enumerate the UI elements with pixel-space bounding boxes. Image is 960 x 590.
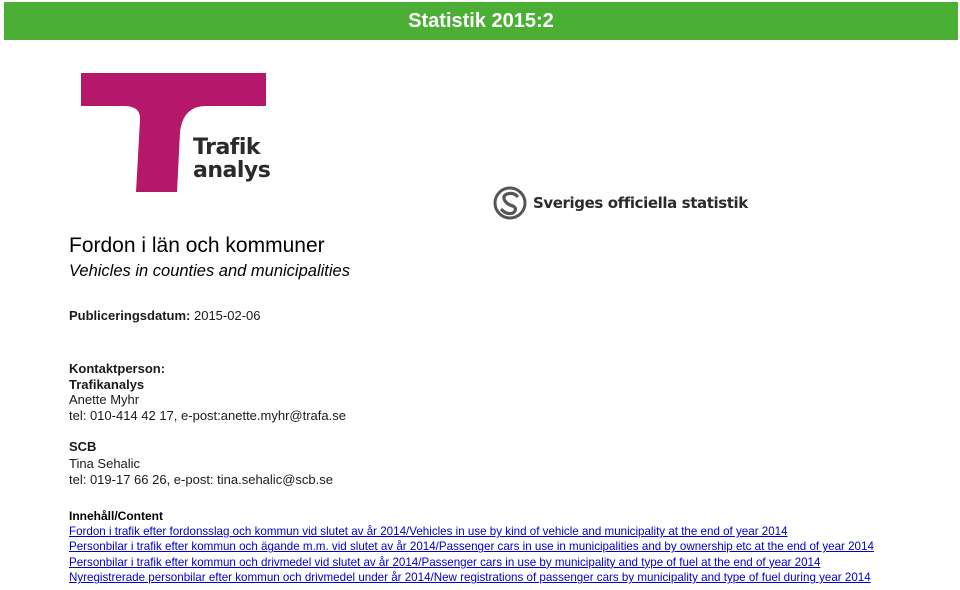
sos-logo [493,186,748,220]
content-link-cars-by-ownership[interactable]: Personbilar i trafik efter kommun och ägande m.m. vid slutet av år 2014/Passenger cars in use in municipalities and by ownership etc at the end of year 2014 [69,540,874,554]
publication-date-value: 2015-02-06 [193,308,261,323]
contact-phone-email: tel: 010-414 42 17, e-post:anette.myhr@trafa.se [69,407,346,423]
scb-contact-phone-email: tel: 019-17 66 26, e-post: tina.sehalic@scb.se [69,472,333,487]
header-banner [4,2,958,40]
page-subtitle: Vehicles in counties and municipalities [69,262,350,280]
content-link-cars-by-fuel[interactable]: Personbilar i trafik efter kommun och drivmedel vid slutet av år 2014/Passenger cars in use by municipality and type of fuel at the end of year 2014 [69,555,821,569]
sos-logo-text: Sveriges officiella statistik [533,194,748,212]
scb-contact-name: Tina Sehalic [69,455,141,471]
contact-label: Kontaktperson: [69,361,166,376]
contact-org: Trafikanalys [69,376,145,392]
publication-date [69,308,260,323]
page-title: Fordon i län och kommuner [69,234,325,257]
publication-date-label: Publiceringsdatum: [69,308,191,323]
contact-name: Anette Myhr [69,392,140,407]
report-series-title: Statistik 2015:2 [408,9,554,32]
scb-contact-block [69,439,333,489]
contact-block [69,361,346,423]
scb-label: SCB [69,439,97,454]
contents-label: Innehåll/Content [69,509,163,523]
sos-emblem-icon [493,186,529,220]
trafikanalys-logo-word-2: analys [193,158,271,183]
content-link-new-registrations[interactable]: Nyregistrerade personbilar efter kommun och drivmedel under år 2014/New registrations of passenger cars by municipality and type of fuel during year 2014 [69,571,871,585]
content-link-vehicles-in-use[interactable]: Fordon i trafik efter fordonsslag och kommun vid slutet av år 2014/Vehicles in use by kind of vehicle and municipality at the end of year 2014 [69,525,788,538]
trafikanalys-logo-word-1: Trafik [193,135,261,160]
table-of-contents [69,509,874,586]
